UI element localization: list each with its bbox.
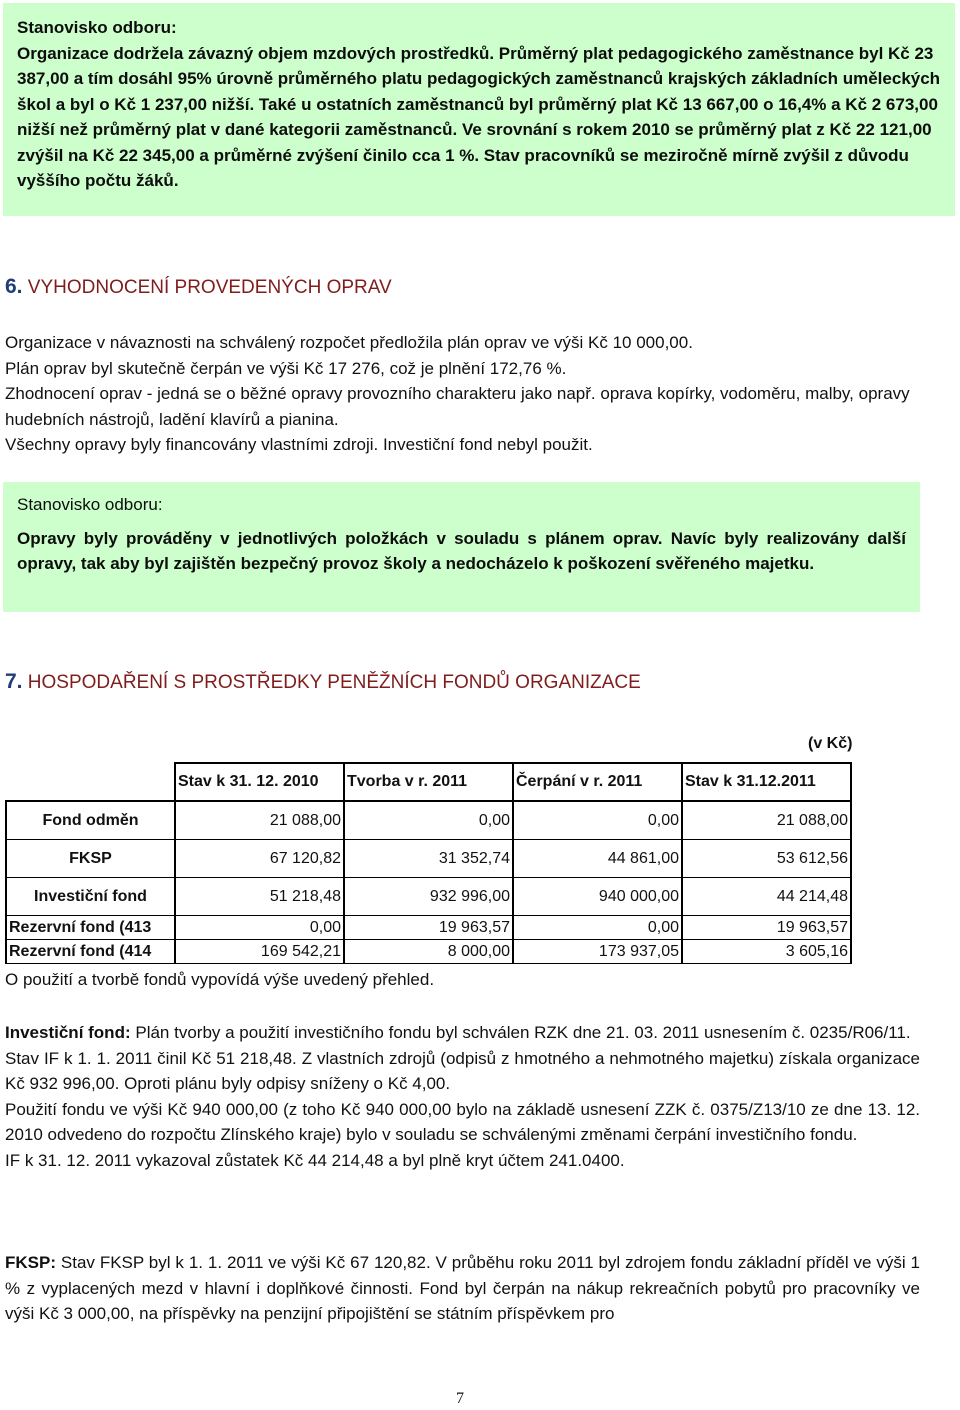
table-cell: 19 963,57 [344,916,513,940]
column-header: Stav k 31. 12. 2010 [175,763,344,801]
table-note [5,967,920,993]
table-cell: 8 000,00 [344,940,513,964]
investment-fund-section [5,1020,920,1173]
section-6-heading [5,275,392,299]
funds-table [5,762,852,964]
paragraph-text: Stav FKSP byl k 1. 1. 2011 ve výši Kč 67 120,82. V průběhu roku 2011 byl zdrojem fondu základní příděl ve výši 1 % z vyplacených mezd v hlavní i doplňkové činnosti. Fond byl čerpán na nákup rekreačních pobytů pro pracovníky ve výši Kč 3 000,00, na příspěvky na penzijní připojištění se státním příspěvkem pro [5,1253,920,1323]
section-number: 6. [5,275,23,298]
section-number: 7. [5,670,23,693]
row-label: Investiční fond [6,878,175,916]
table-cell: 19 963,57 [682,916,851,940]
paragraph: Zhodnocení oprav - jedná se o běžné opravy provozního charakteru jako např. oprava kopírky, vodoměru, malby, opravy hudebních nástrojů, ladění klavírů a pianina. [5,384,910,429]
fund-label: FKSP: [5,1253,56,1272]
table-cell: 44 861,00 [513,840,682,878]
paragraph: Stav IF k 1. 1. 2011 činil Kč 51 218,48. Z vlastních zdrojů (odpisů z hmotného a nehmotného majetku) získala organizace Kč 932 996,00. Oproti plánu byly odpisy sníženy o Kč 4,00. [5,1048,920,1093]
section-title: VYHODNOCENÍ PROVEDENÝCH OPRAV [27,277,392,298]
table-cell: 173 937,05 [513,940,682,964]
paragraph: Použití fondu ve výši Kč 940 000,00 (z toho Kč 940 000,00 bylo na základě usnesení ZZK č. 0375/Z13/10 ze dne 13. 12. 2010 odvedeno do rozpočtu Zlínského kraje) bylo v souladu se schválenými změnami čerpání investičního fondu. [5,1099,920,1144]
row-label: Rezervní fond (414 [6,940,175,964]
table-row [6,840,851,878]
table-cell: 932 996,00 [344,878,513,916]
table-row [6,916,851,940]
page-number: 7 [456,1390,464,1407]
table-cell: 0,00 [513,801,682,840]
paragraph [5,1020,920,1046]
section-6-body [5,330,920,458]
table-row [6,940,851,964]
opinion-heading: Stanovisko odboru: [17,495,163,514]
column-header: Stav k 31.12.2011 [682,763,851,801]
section-title: HOSPODAŘENÍ S PROSTŘEDKY PENĚŽNÍCH FONDŮ ORGANIZACE [27,672,641,693]
table-cell: 169 542,21 [175,940,344,964]
table-cell: 44 214,48 [682,878,851,916]
table-cell: 0,00 [513,916,682,940]
table-header-row [6,763,851,801]
table-cell: 21 088,00 [175,801,344,840]
fund-label: Investiční fond: [5,1023,131,1042]
table-cell: 0,00 [344,801,513,840]
column-header: Čerpání v r. 2011 [513,763,682,801]
table-corner [6,763,175,801]
table-cell: 3 605,16 [682,940,851,964]
table-row [6,878,851,916]
table-cell: 51 218,48 [175,878,344,916]
row-label: FKSP [6,840,175,878]
table-cell: 0,00 [175,916,344,940]
opinion-text: Opravy byly prováděny v jednotlivých položkách v souladu s plánem oprav. Navíc byly realizovány další opravy, tak aby byl zajištěn bezpečný provoz školy a nedocházelo k poškození svěřeného majetku. [17,528,906,573]
table-cell: 21 088,00 [682,801,851,840]
row-label: Fond odměn [6,801,175,840]
paragraph: Plán oprav byl skutečně čerpán ve výši Kč 17 276, což je plnění 172,76 %. [5,358,567,378]
table-cell: 940 000,00 [513,878,682,916]
table-cell: 53 612,56 [682,840,851,878]
opinion-heading: Stanovisko odboru: [17,18,177,37]
paragraph: IF k 31. 12. 2011 vykazoval zůstatek Kč 44 214,48 a byl plně kryt účtem 241.0400. [5,1150,625,1170]
currency-unit: (v Kč) [808,735,853,752]
table-cell: 31 352,74 [344,840,513,878]
table-row [6,801,851,840]
fksp-section [5,1250,920,1327]
opinion-box-repairs [3,482,920,612]
paragraph: Všechny opravy byly financovány vlastními zdroji. Investiční fond nebyl použit. [5,435,593,454]
section-7-heading [5,670,641,694]
paragraph-text: Plán tvorby a použití investičního fondu byl schválen RZK dne 21. 03. 2011 usnesením č. 0235/R06/11. [135,1023,911,1042]
table-cell: 67 120,82 [175,840,344,878]
note-text: O použití a tvorbě fondů vypovídá výše uvedený přehled. [5,970,435,989]
column-header: Tvorba v r. 2011 [344,763,513,801]
opinion-box-wages [3,3,955,216]
row-label: Rezervní fond (413 [6,916,175,940]
paragraph: Organizace v návaznosti na schválený rozpočet předložila plán oprav ve výši Kč 10 000,00. [5,333,693,352]
opinion-text: Organizace dodržela závazný objem mzdových prostředků. Průměrný plat pedagogického zaměstnance byl Kč 23 387,00 a tím dosáhl 95% úrovně průměrného platu pedagogických zaměstnanců krajských základních uměleckých škol a byl o Kč 1 237,00 nižší. Také u ostatních zaměstnanců byl průměrný plat Kč 13 667,00 o 16,4% a Kč 2 673,00 nižší než průměrný plat v dané kategorii zaměstnanců. Ve srovnání s rokem 2010 se průměrný plat z Kč 22 121,00 zvýšil na Kč 22 345,00 a průměrné zvýšení činilo cca 1 %. Stav pracovníků se meziročně mírně zvýšil z důvodu vyššího počtu žáků. [17,43,941,190]
paragraph [5,1250,920,1327]
